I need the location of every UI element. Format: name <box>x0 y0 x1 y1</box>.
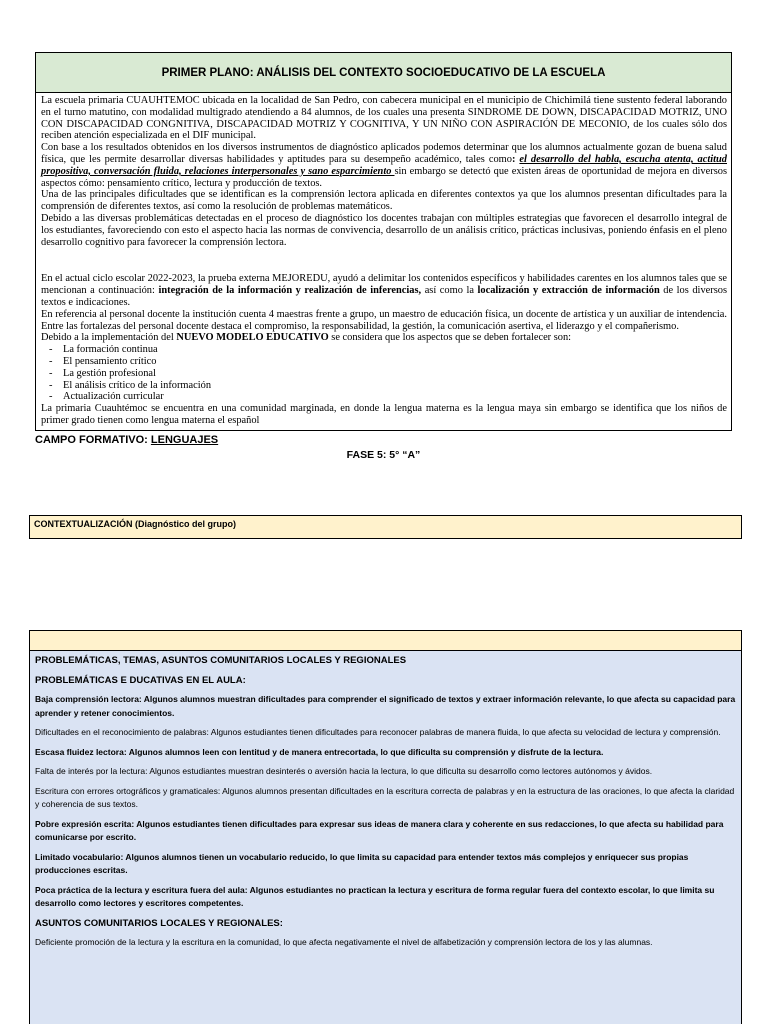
problem-item: Dificultades en el reconocimiento de palabras: Algunos estudiantes tienen dificultades para reconocer palabras de manera fluida, lo que afecta su velocidad de lectura y comprensión. <box>35 727 721 737</box>
list-item <box>41 380 727 392</box>
text: así como la <box>421 285 478 297</box>
problem-item: Escritura con errores ortográficos y gramaticales: Algunos alumnos presentan dificultades en la escritura correcta de palabras y en la estructura de las oraciones, lo que afecta la claridad y coherencia de sus textos. <box>35 785 735 809</box>
paragraph: La escuela primaria CUAUHTEMOC ubicada en la localidad de San Pedro, con cabecera municipal en el municipio de Chichimilá tiene sustento federal laborando en el turno matutino, con modalidad multigrado atendiendo a 84 alumnos, de los cuales una presenta SINDROME DE DOWN, DISCAPACIDAD MOTRIZ, UNO CON DISCAPACIDAD CONGNITIVA, DISCAPACIDAD MOTRIZ Y COGNITIVA, Y UN NIÑO CON ASPIRACIÓN DE MECONIO, de los cuales sólo dos reciben atención especializada en el DIF municipal. <box>41 95 727 142</box>
aspects-list <box>41 344 727 403</box>
context-body <box>36 93 731 430</box>
community-item: Deficiente promoción de la lectura y la escritura en la comunidad, lo que afecta negativamente el nivel de alfabetización y comprensión lectora de los y las alumnas. <box>35 937 653 947</box>
context-table <box>35 52 732 431</box>
dash: - <box>49 391 53 403</box>
list-item-text: El análisis crítico de la información <box>63 379 212 391</box>
paragraph: Debido a las diversas problemáticas detectadas en el proceso de diagnóstico los docentes trabajan con múltiples estrategias que favorecen el desarrollo integral de los estudiantes, favoreciendo con esto el aspecto hacia las normas de convivencia, desarrollo de un análisis crítico, prácticas inclusivas, poniendo énfasis en el pleno desarrollo cognitivo para favorecer la comprensión lectora. <box>41 212 727 248</box>
problem-item: Limitado vocabulario: Algunos alumnos tienen un vocabulario reducido, lo que limita su capacidad para entender textos más complejos y enriquecer sus propias producciones escritas. <box>35 851 689 875</box>
list-item <box>41 344 727 356</box>
fase-label: FASE 5: 5° “A” <box>346 448 421 461</box>
problem-item: Baja comprensión lectora: Algunos alumnos muestran dificultades para comprender el significado de textos y extraer información relevante, lo que afecta su capacidad para aprender y retener conocimientos. <box>35 694 736 718</box>
emphasis-text: el desarrollo del habla, escucha atenta, actitud propositiva, conversación fluida, relaciones interpersonales y sano esparcimiento <box>41 153 727 177</box>
paragraph: Una de las principales dificultades que se identifican es la comprensión lectora aplicada en diferentes contextos ya que los alumnos presentan dificultades para la comprensión de diferentes textos, así como la resolución de problemas matemáticos. <box>41 189 727 213</box>
problem-item: Pobre expresión escrita: Algunos estudiantes tienen dificultades para expresar sus ideas de manera clara y coherente en sus redacciones, lo que afecta su habilidad para comunicarse por escrito. <box>35 818 724 842</box>
list-item-text: La gestión profesional <box>63 367 156 379</box>
campo-label: CAMPO FORMATIVO: <box>35 433 151 446</box>
text: sin embargo se detectó que existen áreas de oportunidad de mejora en diversos aspectos cómo: pensamiento crítico, lectura y producción de textos. <box>41 165 727 189</box>
text: Con base a los resultados obtenidos en los diversos instrumentos de diagnóstico aplicados podemos determinar que los alumnos actualmente gozan de buena salud física, que les permite desarrollar diversas habilidades y aptitudes para su desempeño académico, tales como <box>41 142 727 165</box>
problem-item: Falta de interés por la lectura: Algunos estudiantes muestran desinterés o aversión hacia la lectura, lo que dificulta su desarrollo como lectores autónomos y ávidos. <box>35 766 653 776</box>
list-item-text: Actualización curricular <box>63 391 164 403</box>
page-title: PRIMER PLANO: ANÁLISIS DEL CONTEXTO SOCIOEDUCATIVO DE LA ESCUELA <box>36 53 731 93</box>
list-item <box>41 391 727 403</box>
campo-value: LENGUAJES <box>150 433 219 446</box>
bold-text: localización y extracción de información <box>477 285 660 297</box>
paragraph <box>41 142 727 189</box>
dash: - <box>49 344 53 356</box>
list-item <box>41 368 727 380</box>
text: Debido a la implementación del <box>41 332 177 344</box>
text: : <box>511 153 520 165</box>
list-item-text: La formación continua <box>63 344 158 356</box>
text: se considera que los aspectos que se deben fortalecer son: <box>328 332 572 344</box>
problem-item: Poca práctica de la lectura y escritura fuera del aula: Algunos estudiantes no practican la lectura y escritura de forma regular fuera del contexto escolar, lo que limita su desarrollo como lectores y escritores competentes. <box>35 884 715 908</box>
problem-item: Escasa fluidez lectora: Algunos alumnos leen con lentitud y de manera entrecortada, lo que dificulta su comprensión y disfrute de la lectura. <box>35 746 604 757</box>
list-item <box>41 356 727 368</box>
bold-text: integración de la información y realización de inferencias, <box>158 285 422 297</box>
dash: - <box>49 367 53 379</box>
contextualizacion-box: CONTEXTUALIZACIÓN (Diagnóstico del grupo) <box>29 515 742 539</box>
list-item-text: El pensamiento crítico <box>63 355 157 367</box>
document <box>35 52 732 461</box>
text: En el actual ciclo escolar 2022-2023, la prueba externa MEJOREDU, ayudó a delimitar los contenidos específicos y habilidades carentes en los alumnos tales que se mencionan a continuación: <box>41 273 727 297</box>
spacer <box>41 248 727 273</box>
section-bar <box>29 630 742 651</box>
text: de los diversos textos e indicaciones. <box>41 285 727 308</box>
paragraph <box>41 332 727 344</box>
section-subheading: PROBLEMÁTICAS E DUCATIVAS EN EL AULA: <box>35 674 246 686</box>
section-heading: PROBLEMÁTICAS, TEMAS, ASUNTOS COMUNITARIOS LOCALES Y REGIONALES <box>35 655 407 666</box>
problematicas-section <box>29 651 742 1024</box>
paragraph: La primaria Cuauhtémoc se encuentra en una comunidad marginada, en donde la lengua materna es la lengua maya sin embargo se identifica que los niños de primer grado tienen como lengua materna el español <box>41 403 727 426</box>
section-subheading: ASUNTOS COMUNITARIOS LOCALES Y REGIONALES: <box>35 917 283 929</box>
paragraph <box>41 273 727 308</box>
dash: - <box>49 379 53 391</box>
dash: - <box>49 355 53 367</box>
bold-text: NUEVO MODELO EDUCATIVO <box>176 332 329 344</box>
campo-formativo <box>35 434 732 446</box>
paragraph: En referencia al personal docente la institución cuenta 4 maestras frente a grupo, un maestro de educación física, un docente de artística y un auxiliar de intendencia. Entre las fortalezas del personal docente destaca el compromiso, la responsabilidad, la gestión, la comunicación asertiva, el liderazgo y el compañerismo. <box>41 308 727 332</box>
